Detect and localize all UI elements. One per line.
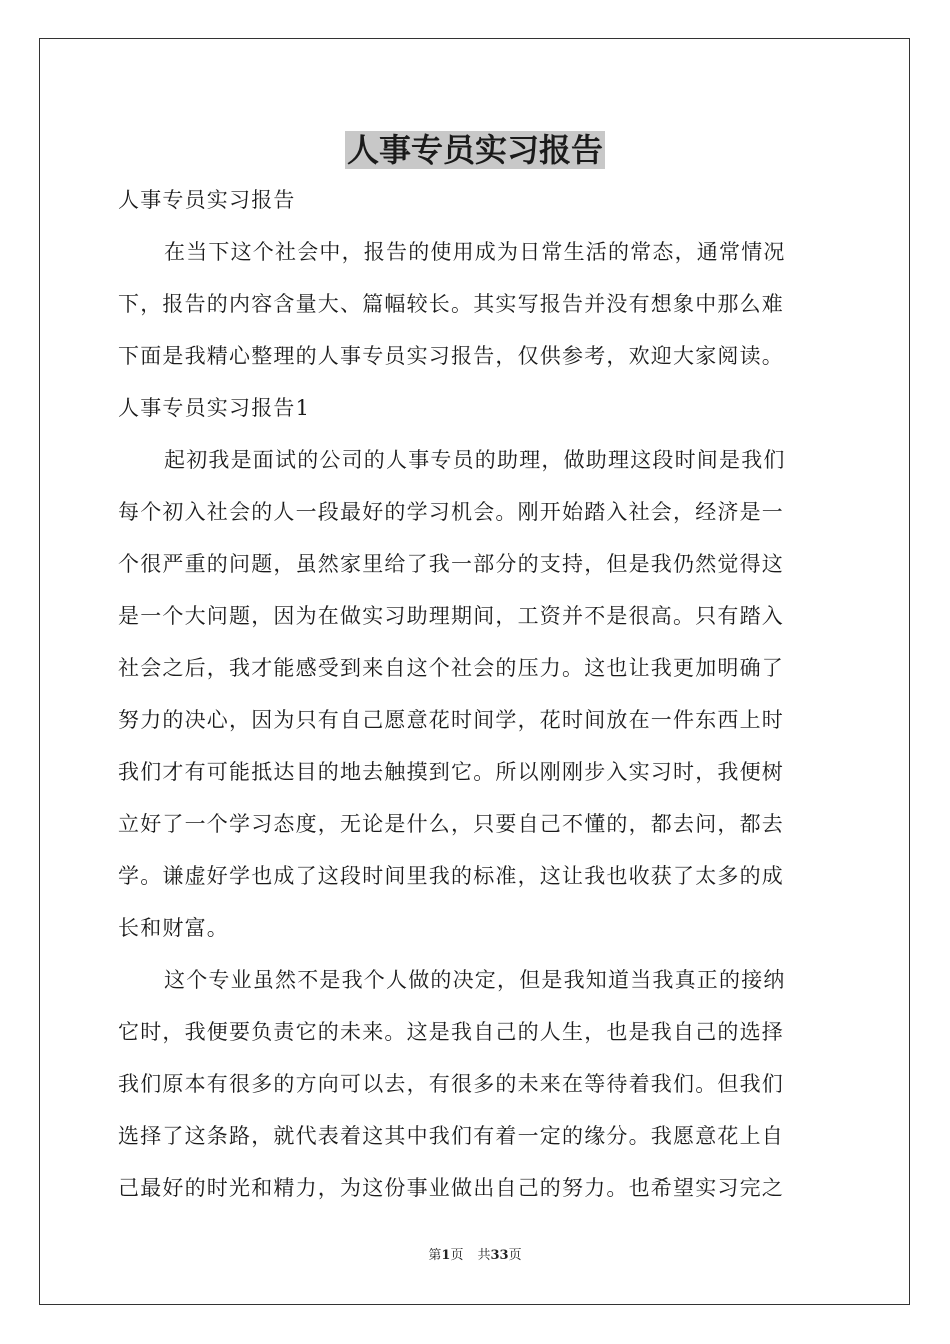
page-number: 1 [441,1248,451,1263]
paragraph-line: 努力的决心，因为只有自己愿意花时间学，花时间放在一件东西上时 [118,708,784,732]
paragraph-line: 我们才有可能抵达目的地去触摸到它。所以刚刚步入实习时，我便树 [118,760,784,784]
document-title-text: 人事专员实习报告 [346,131,603,169]
page-footer [0,1246,950,1266]
paragraph-line: 个很严重的问题，虽然家里给了我一部分的支持，但是我仍然觉得这 [118,552,784,576]
paragraph-line: 选择了这条路，就代表着这其中我们有着一定的缘分。我愿意花上自 [118,1124,784,1148]
section-heading: 人事专员实习报告1 [118,396,311,420]
paragraph-line: 己最好的时光和精力，为这份事业做出自己的努力。也希望实习完之 [118,1176,784,1200]
paragraph-line: 社会之后，我才能感受到来自这个社会的压力。这也让我更加明确了 [118,656,784,680]
paragraph-line: 学。谦虚好学也成了这段时间里我的标准，这让我也收获了太多的成 [118,864,784,888]
paragraph-line: 这个专业虽然不是我个人做的决定，但是我知道当我真正的接纳 [164,968,786,992]
paragraph-line: 它时，我便要负责它的未来。这是我自己的人生，也是我自己的选择 [118,1020,784,1044]
document-body [118,178,834,1218]
paragraph-line: 在当下这个社会中，报告的使用成为日常生活的常态，通常情况 [164,240,786,264]
paragraph-line: 是一个大问题，因为在做实习助理期间，工资并不是很高。只有踏入 [118,604,784,628]
paragraph-line: 下，报告的内容含量大、篇幅较长。其实写报告并没有想象中那么难 [118,292,784,316]
page-prefix: 第 [428,1248,442,1263]
total-prefix: 共 [477,1248,491,1263]
document-title [0,128,950,172]
paragraph-line: 下面是我精心整理的人事专员实习报告，仅供参考，欢迎大家阅读。 [118,344,784,368]
paragraph-line: 我们原本有很多的方向可以去，有很多的未来在等待着我们。但我们 [118,1072,784,1096]
paragraph-line: 长和财富。 [118,916,229,940]
paragraph-line: 立好了一个学习态度，无论是什么，只要自己不懂的，都去问，都去 [118,812,784,836]
total-pages: 33 [490,1248,509,1263]
subtitle-line: 人事专员实习报告 [118,188,296,212]
paragraph-line: 起初我是面试的公司的人事专员的助理，做助理这段时间是我们 [164,448,786,472]
page-suffix: 页 [450,1248,464,1263]
paragraph-line: 每个初入社会的人一段最好的学习机会。刚开始踏入社会，经济是一 [118,500,784,524]
total-suffix: 页 [508,1248,522,1263]
